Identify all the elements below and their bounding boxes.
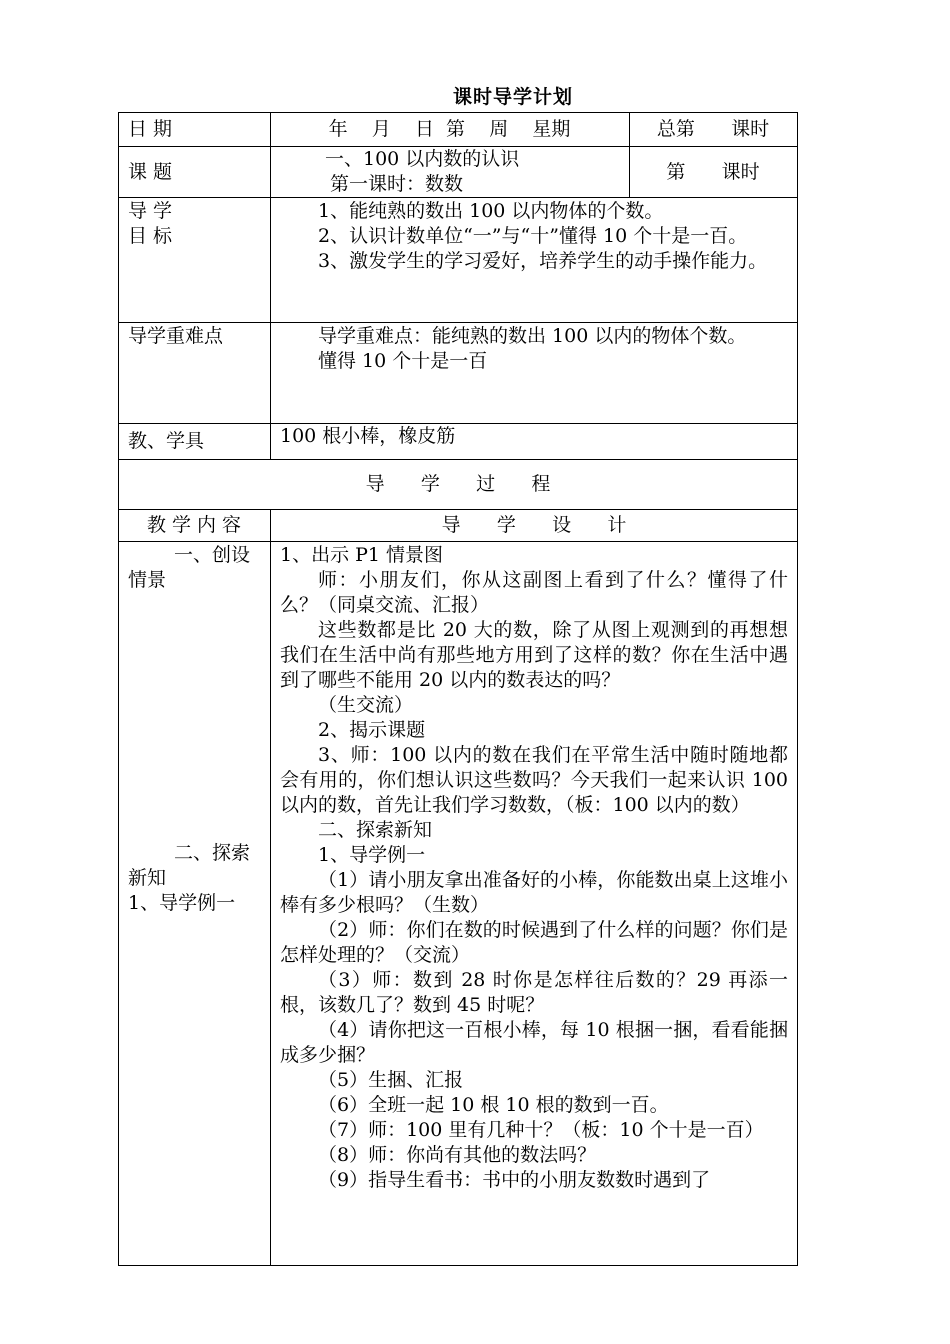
design-paragraph: （1）请小朋友拿出准备好的小棒，你能数出桌上这堆小棒有多少根吗？（生数） — [280, 869, 788, 916]
table-border-bottom — [118, 1265, 798, 1266]
row-divider — [118, 459, 798, 460]
goal-item: 3、激发学生的学习爱好，培养学生的动手操作能力。 — [318, 250, 768, 272]
key-points-label: 导学重难点 — [128, 325, 224, 347]
section-2-title-cont: 新知 — [128, 867, 167, 889]
row-divider — [118, 322, 798, 323]
column-divider — [270, 112, 271, 460]
design-paragraph: （6）全班一起 10 根 10 根的数到一百。 — [318, 1094, 669, 1116]
design-paragraph: （3）师：数到 28 时你是怎样往后数的？29 再添一根，该数几了？数到 45 时呢？ — [280, 969, 788, 1016]
date-value: 年 月 日 第 周 星期 — [328, 118, 571, 140]
tools-label: 教、学具 — [128, 430, 205, 452]
lesson-number: 第 课时 — [666, 161, 760, 183]
goal-item: 2、认识计数单位“一”与“十”懂得 10 个十是一百。 — [318, 225, 748, 247]
design-paragraph: 3、师：100 以内的数在我们在平常生活中随时随地都会有用的，你们想认识这些数吗？今天我们一起来认识 100 以内的数，首先让我们学习数数，（板：100 以内的数） — [280, 744, 788, 816]
key-points-text — [280, 324, 788, 374]
goals-list — [280, 199, 788, 274]
design-paragraph: （5）生捆、汇报 — [318, 1069, 464, 1091]
design-paragraph: （2）师：你们在数的时候遇到了什么样的问题？你们是怎样处理的？（交流） — [280, 919, 788, 966]
goal-item: 1、能纯熟的数出 100 以内物体的个数。 — [318, 200, 664, 222]
table-border-left — [118, 112, 119, 1266]
tools-value: 100 根小棒，橡皮筋 — [280, 425, 456, 447]
key-point-line: 导学重难点：能纯熟的数出 100 以内的物体个数。 — [318, 325, 747, 347]
design-paragraph: 这些数都是比 20 大的数，除了从图上观测到的再想想我们在生活中尚有那些地方用到了这样的数？你在生活中遇到了哪些不能用 20 以内的数表达的吗？ — [280, 619, 788, 691]
design-paragraph: （生交流） — [318, 694, 414, 716]
key-point-line: 懂得 10 个十是一百 — [318, 350, 488, 372]
column-divider — [270, 509, 271, 1266]
total-lesson-count: 总第 课时 — [656, 118, 770, 140]
design-paragraph: 2、揭示课题 — [318, 719, 426, 741]
design-column-header: 导 学 设 计 — [441, 514, 627, 536]
topic-line-2: 第一课时：数数 — [330, 173, 464, 195]
table-border-right — [797, 112, 798, 1266]
design-content — [280, 543, 788, 1193]
section-2-title: 二、探索 — [174, 842, 251, 864]
row-divider — [118, 423, 798, 424]
design-paragraph: （9）指导生看书：书中的小朋友数数时遇到了 — [318, 1169, 711, 1191]
date-label: 日 期 — [128, 118, 173, 140]
design-paragraph: 1、导学例一 — [318, 844, 426, 866]
table-border-top — [118, 112, 798, 113]
goals-label-line-1: 导 学 — [128, 200, 173, 222]
row-divider — [118, 509, 798, 510]
row-divider — [118, 197, 798, 198]
row-divider — [118, 541, 798, 542]
section-2-subtitle: 1、导学例一 — [128, 892, 236, 914]
design-paragraph: （7）师：100 里有几种十？（板：10 个十是一百） — [318, 1119, 764, 1141]
goals-label-line-2: 目 标 — [128, 225, 173, 247]
design-paragraph: 1、出示 P1 情景图 — [280, 544, 444, 566]
section-1-title-cont: 情景 — [128, 569, 167, 591]
design-paragraph: （4）请你把这一百根小棒，每 10 根捆一捆，看看能捆成多少捆？ — [280, 1019, 788, 1066]
topic-line-1: 一、100 以内数的认识 — [325, 148, 520, 170]
section-1-title: 一、创设 — [174, 544, 251, 566]
design-paragraph: （8）师：你尚有其他的数法吗？ — [318, 1144, 597, 1166]
design-paragraph: 师：小朋友们，你从这副图上看到了什么？懂得了什么？（同桌交流、汇报） — [280, 569, 788, 616]
page-title: 课时导学计划 — [452, 86, 573, 108]
design-paragraph: 二、探索新知 — [318, 819, 433, 841]
content-column-header: 教 学 内 容 — [146, 514, 242, 536]
lesson-plan-table — [118, 112, 798, 1266]
process-heading: 导 学 过 程 — [365, 473, 551, 495]
topic-label: 课 题 — [128, 161, 173, 183]
